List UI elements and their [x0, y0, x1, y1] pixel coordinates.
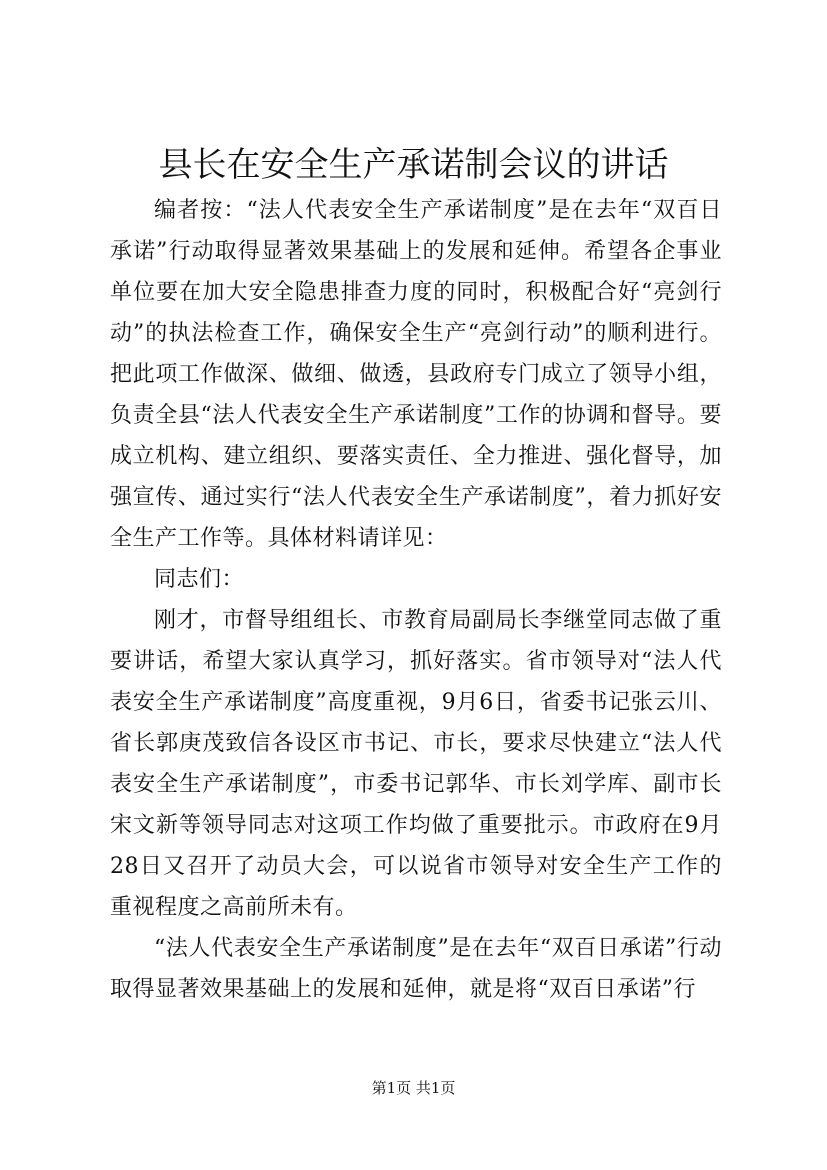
document-body: [110, 190, 722, 1010]
body-paragraph-2: “法人代表安全生产承诺制度”是在去年“双百日承诺”行动取得显著效果基础上的发展和延伸，就是将“双百日承诺”行: [110, 936, 722, 1002]
body-paragraph-1: 刚才，市督导组组长、市教育局副局长李继堂同志做了重要讲话，希望大家认真学习，抓好落实。省市领导对“法人代表安全生产承诺制度”高度重视，9月6日，省委书记张云川、省长郭庚茂致信各设区市书记、市长，要求尽快建立“法人代表安全生产承诺制度”，市委书记郭华、市长刘学库、副市长宋文新等领导同志对这项工作均做了重要批示。市政府在9月28日又召开了动员大会，可以说省市领导对安全生产工作的重视程度之高前所未有。: [110, 608, 722, 920]
page-number-footer: 第1页 共1页: [371, 1079, 456, 1097]
salutation-paragraph: 同志们：: [154, 567, 245, 592]
editor-note-paragraph: 编者按：“法人代表安全生产承诺制度”是在去年“双百日承诺”行动取得显著效果基础上的发展和延伸。希望各企事业单位要在加大安全隐患排查力度的同时，积极配合好“亮剑行动”的执法检查工作，确保安全生产“亮剑行动”的顺利进行。把此项工作做深、做细、做透，县政府专门成立了领导小组，负责全县“法人代表安全生产承诺制度”工作的协调和督导。要成立机构、建立组织、要落实责任、全力推进、强化督导，加强宣传、通过实行“法人代表安全生产承诺制度”，着力抓好安全生产工作等。具体材料请详见：: [110, 198, 722, 551]
document-title: 县长在安全生产承诺制会议的讲话: [158, 145, 669, 185]
